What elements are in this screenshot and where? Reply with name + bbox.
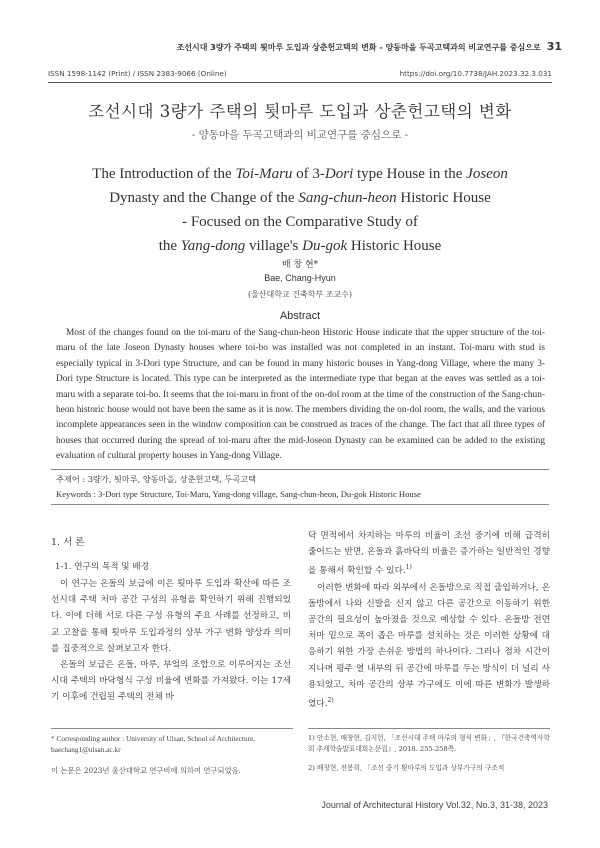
footnotes-left: [51, 733, 293, 776]
title-english: [0, 162, 600, 258]
subsection-heading: 1-1. 연구의 목적 및 배경: [55, 562, 149, 572]
affiliation: (울산대학교 건축학부 조교수): [247, 290, 353, 299]
keywords-korean: 주제어 : 3량가, 툇마루, 양동마을, 상춘헌고택, 두곡고택: [56, 474, 257, 484]
running-header: [177, 40, 562, 53]
header-rule: [48, 82, 552, 83]
corresponding-author-note: * Corresponding author : University of Ulsan, School of Architecture, baechang1@ulsan.ac.kr: [51, 734, 256, 754]
body-paragraph: 이러한 변화에 따라 외부에서 온돌방으로 직접 출입하거나, 온돌방에서 나와 신발을 신지 않고 다른 공간으로 이동하기 위한 공간의 필요성이 높아졌을 것으로 예상할 수 있다. 온돌방 전면 처마 밑으로 폭이 좁은 마루를 설치하는 것은 이러한 상황에 대응하기 위한 가장 손쉬운 방법의 하나이다. 그러나 점차 시간이 지나며 평주 열 내부의 뒤 공간에 마루를 두는 방식이 더 널리 사용되었고, 처마 공간의 상부 가구에도 이에 따른 변화가 발생하였다.$^{2)}$: [308, 582, 550, 709]
body-paragraph: 온돌의 보급은 온돌, 마루, 부엌의 조합으로 이루어지는 조선시대 주택의 바닥형식 구성 비율에 변화를 가져왔다. 이는 17세기 이후에 건립된 주택의 전체 바: [51, 660, 291, 703]
journal-footer: Journal of Architectural History Vol.32, No.3, 31-38, 2023: [321, 800, 548, 810]
body-right-column: [308, 528, 550, 712]
footnote-ref[interactable]: 1): [405, 564, 412, 572]
title-korean: 조선시대 3량가 주택의 툇마루 도입과 상춘헌고택의 변화: [88, 102, 512, 121]
author-korean: 배 창 현*: [281, 260, 319, 270]
abstract-text: Most of the changes found on the toi-maru of the Sang-chun-heon Historic House indicate that the upper structure of the toi-maru of the late Joseon Dynasty houses where toi-bo was installed was not completed in an instant. Toi-maru with stud is especially typical in 3-Dori type Structure, and can be found in many historic houses in Yang-dong Village, where the many 3-Dori type Structure is located. This type can be interpreted as the intermediate type that began at the eaves was settled as a toi-maru with a separate toi-bo. It seems that the toi-maru in front of the on-dol room at the time of the construction of the Sang-chun-heon historic house would not have been the same as it is now. The members dividing the on-dol room, the walls, and the various incomplete appearances seen in the window composition can be construed as traces of the change. The fact that all three types of houses that occurred during the spread of toi-maru after the mid-Joseon Dynasty can be examined can be added to the existing evaluation of cultural property houses in Yang-dong Village.: [56, 328, 545, 462]
issn: ISSN 1598-1142 (Print) / ISSN 2383-9066 (Online): [48, 69, 227, 78]
keywords-english: Keywords : 3-Dori type Structure, Toi-Maru, Yang-dong village, Sang-chun-heon, Du-gok Historic House: [56, 489, 421, 499]
footnotes-right: [308, 733, 550, 782]
issn-doi-line: [48, 69, 552, 78]
section-heading: 1. 서 론: [51, 537, 85, 548]
title-en-line1: The Introduction of the Toi-Maru of 3-Dori type House in the Joseon: [92, 166, 508, 182]
title-en-line2: Dynasty and the Change of the Sang-chun-heon Historic House: [109, 190, 491, 206]
funding-note: 이 논문은 2023년 울산대학교 연구비에 의하여 연구되었음.: [51, 766, 241, 775]
keywords-box: [51, 469, 549, 505]
title-en-line4: the Yang-dong village's Du-gok Historic House: [158, 238, 442, 254]
page-number: 31: [546, 40, 562, 53]
body-paragraph: 이 연구는 온돌의 보급에 이은 툇마루 도입과 확산에 따른 조선시대 주택 처마 공간 구성의 유형을 확인하기 위해 진행되었다. 이에 더해 서로 다른 구성 유형의 주요 사례를 선정하고, 비교 고찰을 통해 툇마루 도입과정의 상부 가구 변화 양상과 의미를 집중적으로 살펴보고자 한다.: [51, 579, 291, 654]
footnote-rule-right: [308, 728, 550, 729]
footnote-1: 1) 안소현, 배창현, 김지헌, 「조선시대 주택 마루의 형식 변화」, 『한국건축역사학회 추계학술발표대회논문집』, 2018. 255-258쪽.: [308, 734, 550, 753]
footnote-rule-left: [51, 728, 293, 729]
subtitle-korean: - 양동마을 두곡고택과의 비교연구를 중심으로 -: [191, 129, 409, 141]
running-title: 조선시대 3량가 주택의 툇마루 도입과 상춘헌고택의 변화 - 양동마을 두곡고택과의 비교연구를 중심으로: [176, 43, 541, 52]
doi-link[interactable]: https://doi.org/10.7738/JAH.2023.32.3.031: [399, 69, 552, 78]
title-en-line3: - Focused on the Comparative Study of: [182, 214, 418, 230]
author-english: Bae, Chang-Hyun: [264, 273, 336, 283]
body-left-column: [51, 534, 291, 706]
footnote-2: 2) 배창현, 전봉희, 「조선 중기 툇마루의 도입과 상부가구의 구조적: [308, 764, 505, 772]
body-paragraph: 닥 면적에서 차지하는 마루의 비율이 조선 중기에 비해 급격히 줄어드는 반면, 온돌과 흙바닥의 비율은 증가하는 일반적인 경향을 통해서 확인할 수 있다.$^{1)}$: [308, 531, 550, 577]
footnote-ref[interactable]: 2): [327, 696, 334, 704]
abstract-heading: Abstract: [279, 310, 321, 322]
